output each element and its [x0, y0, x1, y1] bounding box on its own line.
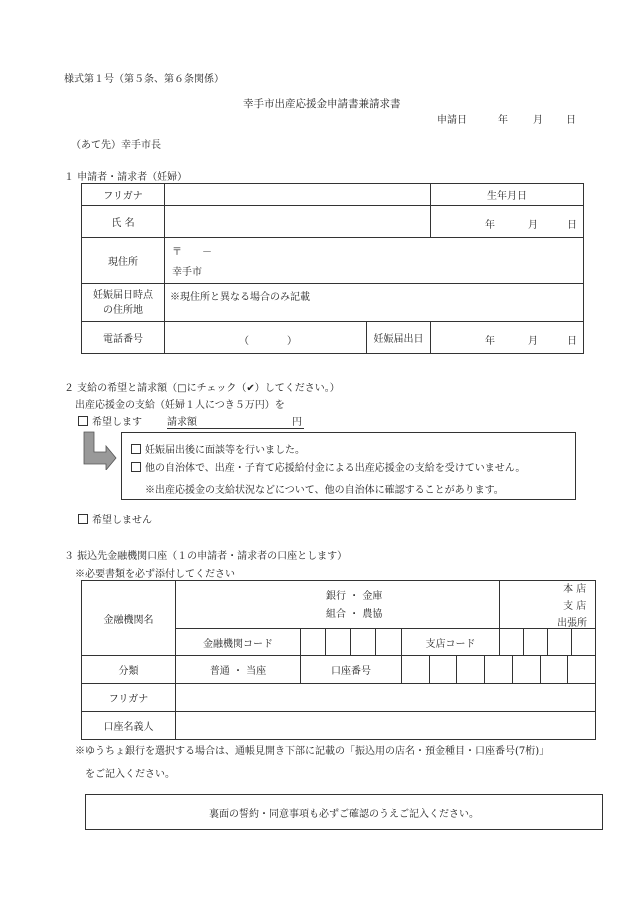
conditions-box — [121, 432, 576, 500]
phone-field[interactable] — [165, 322, 367, 354]
bank-code-digit-3[interactable] — [351, 629, 376, 656]
down-right-arrow-icon — [80, 430, 120, 470]
bank-name-label: 金融機関名 — [82, 581, 176, 656]
bank-name-field[interactable] — [176, 581, 500, 629]
bank-code-digit-1[interactable] — [301, 629, 326, 656]
amount-label: 請求額 — [167, 417, 197, 428]
holder-name-field[interactable] — [176, 712, 596, 740]
bank-code-label: 金融機関コード — [176, 629, 301, 656]
address-field[interactable] — [165, 238, 584, 284]
city-name: 幸手市 — [172, 267, 202, 278]
condition-note: ※出産応援金の支給状況などについて、他の自治体に確認することがあります。 — [145, 485, 504, 496]
postal-mark: 〒 — [172, 247, 182, 258]
pregnancy-date-field[interactable] — [431, 322, 584, 354]
account-digit-6[interactable] — [541, 656, 569, 683]
furigana-label: フリガナ — [82, 184, 165, 206]
want-option — [78, 413, 142, 428]
date-year-label: 年 — [498, 115, 508, 126]
phone-paren-close: ） — [287, 336, 297, 347]
condition-1 — [131, 441, 305, 456]
back-side-notice-box — [85, 794, 603, 830]
name-label: 氏 名 — [82, 206, 165, 238]
birthdate-field[interactable] — [431, 206, 584, 238]
preg-month-label: 月 — [528, 336, 538, 347]
phone-label: 電話番号 — [82, 322, 165, 354]
condition-2-checkbox[interactable] — [131, 462, 141, 472]
birth-day-label: 日 — [567, 220, 577, 231]
condition-2 — [131, 459, 525, 474]
bank-code-digit-4[interactable] — [376, 629, 402, 656]
back-side-notice: 裏面の誓約・同意事項も必ずご確認のうえご記入ください。 — [209, 808, 479, 820]
furigana-field[interactable] — [165, 184, 431, 206]
pregnancy-address-label-line1: 妊娠届日時点 — [93, 289, 153, 301]
branch-name-field[interactable] — [500, 581, 596, 629]
address-label: 現住所 — [82, 238, 165, 284]
amount-line[interactable] — [167, 413, 304, 429]
phone-paren-open: （ — [239, 336, 249, 347]
branch-type-main: 本 店 — [563, 584, 587, 595]
branch-code-label: 支店コード — [402, 629, 500, 656]
form-title: 幸手市出産応援金申請書兼請求書 — [243, 98, 401, 110]
account-digit-1[interactable] — [402, 656, 430, 683]
yen-label: 円 — [292, 417, 302, 428]
yucho-note-line1: ※ゆうちょ銀行を選択する場合は、通帳見開き下部に記載の「振込用の店名・預金種目・口座番号(7桁)」 — [75, 746, 550, 757]
branch-type-office: 出張所 — [557, 618, 588, 629]
pregnancy-date-label: 妊娠届出日 — [367, 322, 431, 354]
section1-heading: １ 申請者・請求者（妊婦） — [64, 172, 188, 183]
not-want-label: 希望しません — [92, 515, 152, 526]
section3-heading: ３ 振込先金融機関口座（１の申請者・請求者の口座とします） — [64, 551, 348, 562]
bank-account-table — [81, 580, 596, 740]
name-field[interactable] — [165, 206, 431, 238]
bank-code-digit-2[interactable] — [326, 629, 351, 656]
pregnancy-address-label-line2: の住所地 — [103, 304, 143, 316]
account-digit-2[interactable] — [430, 656, 458, 683]
condition-1-checkbox[interactable] — [131, 444, 141, 454]
branch-code-digit-1[interactable] — [500, 629, 524, 656]
account-digit-4[interactable] — [485, 656, 513, 683]
account-number-label: 口座番号 — [301, 656, 402, 684]
bank-types-line1: 銀行 ・ 金庫 — [326, 591, 383, 602]
postal-dash: － — [202, 247, 212, 258]
birthdate-label: 生年月日 — [431, 184, 584, 206]
not-want-checkbox[interactable] — [78, 514, 88, 524]
yucho-note-line2: をご記入ください。 — [85, 769, 175, 780]
branch-type-branch: 支 店 — [563, 601, 587, 612]
application-date-label: 申請日 — [437, 115, 467, 126]
date-month-label: 月 — [533, 115, 543, 126]
birth-year-label: 年 — [485, 220, 495, 231]
account-digit-3[interactable] — [457, 656, 485, 683]
holder-furigana-field[interactable] — [176, 684, 596, 712]
account-digit-7[interactable] — [568, 656, 595, 683]
section2-subheading: 出産応援金の支給（妊婦１人につき５万円）を — [75, 400, 285, 411]
required-docs-note: ※必要書類を必ず添付してください — [75, 569, 235, 580]
holder-name-label: 口座名義人 — [82, 712, 176, 740]
account-number-digits — [402, 656, 596, 684]
birth-month-label: 月 — [528, 220, 538, 231]
branch-code-digit-3[interactable] — [548, 629, 572, 656]
preg-day-label: 日 — [567, 336, 577, 347]
condition-1-text: 妊娠届出後に面談等を行いました。 — [145, 445, 305, 456]
addressee: （あて先）幸手市長 — [71, 140, 161, 151]
category-label: 分類 — [82, 656, 176, 684]
bank-types-line2: 組合 ・ 農協 — [326, 609, 383, 620]
pregnancy-address-label — [82, 284, 165, 322]
branch-code-digit-4[interactable] — [572, 629, 596, 656]
form-number: 様式第１号（第５条、第６条関係） — [64, 74, 224, 85]
not-want-option — [78, 511, 152, 526]
account-type-options[interactable]: 普通 ・ 当座 — [176, 656, 301, 684]
condition-2-text: 他の自治体で、出産・子育て応援給付金による出産応援金の支給を受けていません。 — [145, 463, 526, 474]
holder-furigana-label: フリガナ — [82, 684, 176, 712]
date-day-label: 日 — [566, 115, 576, 126]
want-checkbox[interactable] — [78, 416, 88, 426]
want-label: 希望します — [92, 417, 142, 428]
branch-code-digit-2[interactable] — [524, 629, 548, 656]
applicant-table — [81, 183, 584, 354]
account-digit-5[interactable] — [513, 656, 541, 683]
pregnancy-address-field[interactable] — [165, 284, 584, 322]
pregnancy-address-note: ※現住所と異なる場合のみ記載 — [170, 292, 310, 303]
section2-heading: ２ 支給の希望と請求額（□にチェック（✔）してください。） — [64, 383, 340, 394]
preg-year-label: 年 — [485, 336, 495, 347]
